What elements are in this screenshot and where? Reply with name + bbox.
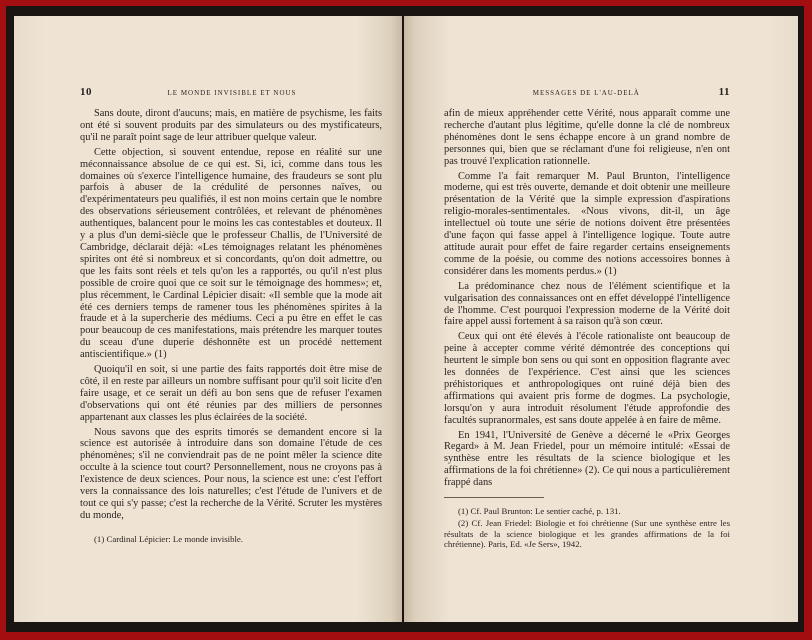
paragraph: La prédominance chez nous de l'élément scientifique et la vulgarisation des connaissances ont en effet développé l'intelligence de l'homme. C'est pourquoi l'expression moderne de la Vérité doit faire appel aussi fortement à sa raison qu'à son cœur. [444, 280, 730, 328]
right-page [404, 16, 798, 622]
paragraph: afin de mieux appréhender cette Vérité, nous apparaît comme une recherche d'autant plus légitime, qu'elle donne la clé de nombreux phénomènes dont le sens échappe encore à un grand nombre de personnes qui, bien que se réclamant d'une foi religieuse, n'en ont pas trouvé l'explication rationnelle. [444, 108, 730, 167]
paragraph: Ceux qui ont été élevés à l'école rationaliste ont beaucoup de peine à accepter comme vérité démontrée des conceptions qui heurtent le simple bon sens ou qui sont en opposition flagrante avec les données de l'expérience. C'est ainsi que les sciences préhistoriques et anthropologiques ont ruiné déjà bien des affirmations qui avaient pris forme de dogmes. La psychologie, lorsqu'on y aura introduit résolument l'étude approfondie des facultés supranormales, est sans doute appelée à en faire de même. [444, 331, 730, 426]
paragraph: En 1941, l'Université de Genève a décerné le «Prix Georges Regard» à M. Jean Friedel, pour un mémoire intitulé: «Essai de synthèse entre les résultats de la science biologique et les affirmations de la foi chrétienne» (2). Ce qui nous a particulièrement frappé dans [444, 429, 730, 489]
paragraph: Cette objection, si souvent entendue, repose en réalité sur une méconnaissance absolue de ce qui est. Si, ici, comme dans tous les domaines où s'exerce l'intelligence humaine, des fraudeurs se sont plu parfois à abuser de la crédulité de personnes naïves, ou d'expérimentateurs peu qualifiés, il est non moins certain que le nombre des observations sérieusement contrôlées, et relevant de phénomènes authentiques, balancent pour le moins les cas contestables et douteux. Il y a plus d'un demi-siècle que le professeur Challis, de l'Université de Cambridge, déclarait déjà: «Les témoignages relatant les phénomènes spirites ont été si nombreux et si concordants, qu'on doit admettre, ou que les faits sont réels et tels qu'on les a rapportés, ou qu'il n'est plus possible de croire quoi que ce soit sur le témoignage des hommes»; et, plus récemment, le Cardinal Lépicier disait: «Il semble que la mode ait été ces derniers temps de ramener tous les phénomènes spirites à la fraude et à la supercherie des médiums. Ceci a pu être en effet le cas pour beaucoup de ces manifestations, mais prétendre les marquer toutes du sceau d'une duperie déshonnête est un procédé nettement antiscientifique.» (1) [80, 146, 382, 361]
page-number: 11 [718, 86, 730, 98]
left-footnotes [80, 534, 382, 544]
right-page-body [444, 108, 730, 489]
footnote: (2) Cf. Jean Friedel: Biologie et foi chrétienne (Sur une synthèse entre les résultats de la science biologique et les grandes affirmations de la foi chrétienne). Paris, Ed. «Je Sers», 1942. [444, 518, 730, 549]
right-page-header [444, 86, 730, 98]
paragraph: Sans doute, diront d'aucuns; mais, en matière de psychisme, les faits ont été si souvent produits par des simulateurs ou des mystificateurs, qu'il ne paraît point sage de leur attribuer quelque valeur. [80, 108, 382, 143]
paragraph: Nous savons que des esprits timorés se demandent encore si la science est autorisée à introduire dans son domaine l'étude de ces phénomènes; s'il ne conviendrait pas de ne point mêler la science dite occulte à la science tout court? Personnellement, nous ne croyons pas à l'existence de deux sciences. Pour nous, la science est une: c'est l'effort vers la connaissance des lois naturelles; c'est l'étude de l'univers et de tout ce qui s'y passe; c'est la recherche de la Vérité. Scruter les mystères du monde, [80, 426, 382, 521]
paragraph: Comme l'a fait remarquer M. Paul Brunton, l'intelligence moderne, qui est très ouverte, demande et doit obtenir une meilleure présentation de la Vérité que la simple expression d'aspirations religio-morales-sentimentales. «Nous vivons, dit-il, un âge intellectuel où toute une série de notions doivent être présentées d'une façon qui fasse appel à l'intelligence logique. Toute autre attitude aurait pour effet de faire regarder certains enseignements comme de la poésie, ou comme des notions accessoires bonnes à considérer dans les moments perdus.» (1) [444, 170, 730, 277]
footnote: (1) Cf. Paul Brunton: Le sentier caché, p. 131. [458, 506, 621, 517]
right-footnotes [444, 506, 730, 549]
left-page [14, 16, 402, 622]
footnote-rule [444, 497, 544, 498]
running-head: MESSAGES DE L'AU-DELÀ [532, 89, 640, 97]
left-page-body [80, 108, 382, 522]
paragraph: Quoiqu'il en soit, si une partie des faits rapportés doit être mise de côté, il en reste par ailleurs un nombre suffisant pour qu'il soit licite d'en faire usage, et ce serait un défi au bon sens que de refuser l'examen d'observations qui ont été réunies par des milliers de personnes appartenant aux classes les plus éclairées de la société. [80, 364, 382, 423]
left-page-header [80, 86, 382, 98]
page-number: 10 [80, 86, 92, 98]
footnote: (1) Cardinal Lépicier: Le monde invisible. [94, 533, 244, 544]
book-spread [6, 6, 804, 632]
running-head: LE MONDE INVISIBLE ET NOUS [167, 89, 297, 97]
